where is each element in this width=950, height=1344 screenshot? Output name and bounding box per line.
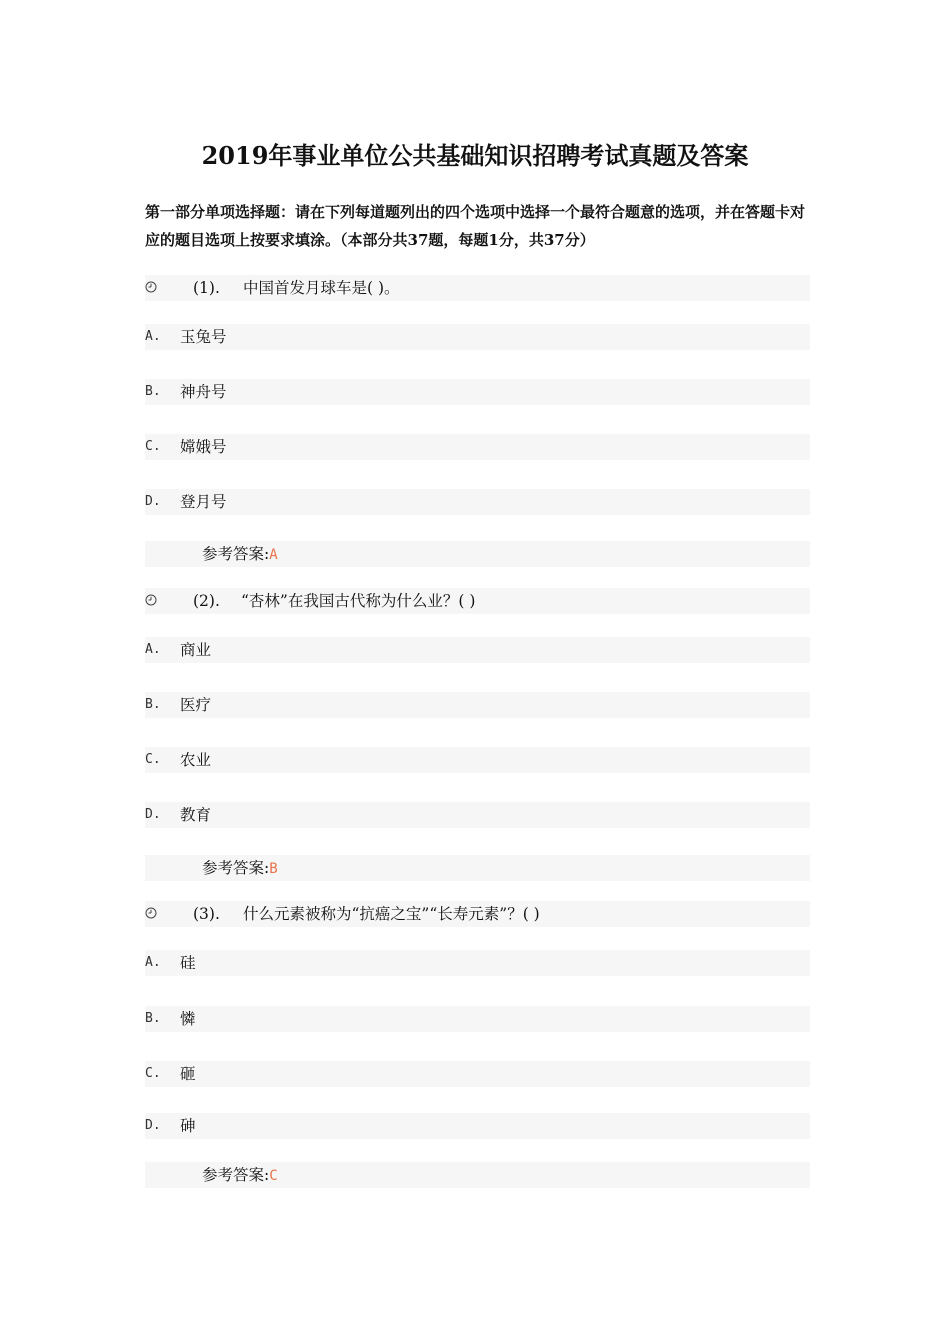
option-letter: B. [145,384,161,399]
answer-label: 参考答案:C [202,1166,278,1184]
option-text: 商业 [180,641,212,659]
option-row [145,802,810,828]
option-row [145,747,810,773]
answer-label: 参考答案:A [202,545,278,563]
question-row [145,901,810,927]
option-row [145,1113,810,1139]
question-number: (1). [193,279,220,297]
clock-icon [145,907,157,919]
option-text: 憐 [180,1010,196,1028]
answer-label: 参考答案:B [202,859,278,877]
option-row [145,1061,810,1087]
option-letter: A. [145,642,161,657]
option-row [145,950,810,976]
option-row [145,692,810,718]
option-letter: D. [145,494,161,509]
document-title: 2019年事业单位公共基础知识招聘考试真题及答案 [201,141,749,170]
option-text: 砸 [180,1065,196,1083]
answer-row [145,855,810,881]
question-text: “杏林”在我国古代称为什么业？( ) [241,592,476,610]
option-letter: A. [145,329,161,344]
question-number: (2). [193,592,220,610]
question-text: 什么元素被称为“抗癌之宝”“长寿元素”？( ) [243,905,540,923]
option-row [145,489,810,515]
option-text: 农业 [180,751,212,769]
option-letter: C. [145,1066,161,1081]
option-text: 嫦娥号 [180,438,227,456]
option-letter: D. [145,807,161,822]
question-text: 中国首发月球车是( )。 [243,279,400,297]
answer-value: A [269,547,278,563]
question-row [145,275,810,301]
option-letter: A. [145,955,161,970]
option-text: 登月号 [180,493,227,511]
option-text: 玉兔号 [180,328,227,346]
question-number: (3). [193,905,220,923]
answer-row [145,541,810,567]
option-row [145,324,810,350]
option-letter: B. [145,1011,161,1026]
option-letter: D. [145,1118,161,1133]
option-text: 神舟号 [180,383,227,401]
option-text: 硅 [180,954,196,972]
section-intro: 第一部分单项选择题：请在下列每道题列出的四个选项中选择一个最符合题意的选项，并在答题卡对应的题目选项上按要求填涂。（本部分共37题，每题1分，共37分） [145,203,806,249]
option-text: 教育 [180,806,212,824]
option-letter: C. [145,439,161,454]
option-row [145,434,810,460]
answer-row [145,1162,810,1188]
question-row [145,588,810,614]
answer-value: B [269,861,278,877]
clock-icon [145,594,157,606]
option-letter: C. [145,752,161,767]
option-text: 医疗 [180,696,212,714]
option-row [145,379,810,405]
option-letter: B. [145,697,161,712]
option-row [145,637,810,663]
option-text: 砷 [180,1117,196,1135]
option-row [145,1006,810,1032]
answer-value: C [269,1168,278,1184]
clock-icon [145,281,157,293]
